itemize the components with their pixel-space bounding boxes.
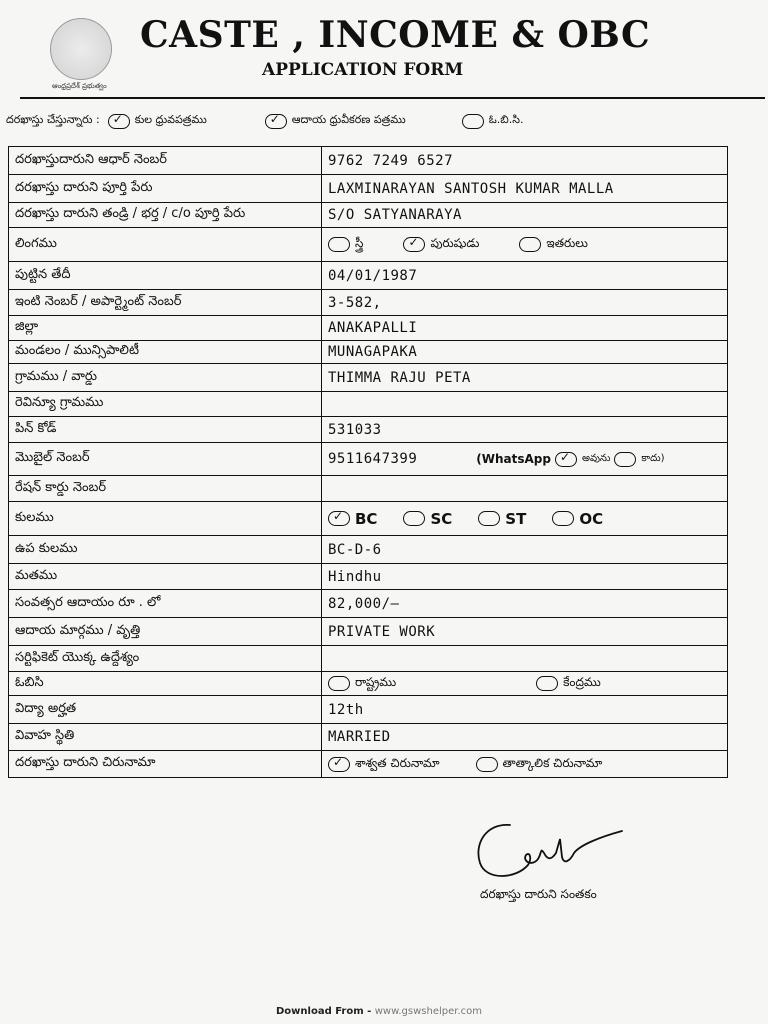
- checkbox-icon[interactable]: [108, 114, 130, 129]
- apply-option-income[interactable]: ✓ ఆదాయ ధ్రువీకరణ పత్రము: [265, 113, 406, 129]
- caste-option-sc[interactable]: SC: [403, 510, 452, 528]
- sub-caste-label: ఉప కులము: [9, 536, 322, 564]
- address-label: దరఖాస్తు దారుని చిరునామా: [9, 751, 322, 778]
- checkbox-icon[interactable]: [403, 511, 425, 526]
- checkbox-icon[interactable]: [519, 237, 541, 252]
- table-row: [9, 392, 728, 417]
- address-option-permanent[interactable]: ✓ శాశ్వత చిరునామా: [328, 756, 440, 773]
- caste-options: [322, 502, 728, 536]
- table-row: [9, 724, 728, 751]
- checkbox-icon[interactable]: [552, 511, 574, 526]
- dob-label: పుట్టిన తేదీ: [9, 262, 322, 290]
- gender-options: [322, 228, 728, 262]
- pincode-value[interactable]: 531033: [322, 417, 728, 443]
- table-row: [9, 262, 728, 290]
- checkbox-icon[interactable]: [328, 757, 350, 772]
- certificate-purpose-label: సర్టిఫికెట్ యొక్క ఉద్దేశ్యం: [9, 646, 322, 672]
- footer-url[interactable]: www.gswshelper.com: [374, 1006, 482, 1017]
- district-value[interactable]: ANAKAPALLI: [322, 316, 728, 341]
- obc-option-central[interactable]: కేంద్రము: [536, 675, 601, 692]
- mobile-cell: [322, 443, 728, 476]
- form-title: CASTE , INCOME & OBC: [140, 14, 651, 56]
- house-no-value[interactable]: 3-582,: [322, 290, 728, 316]
- income-source-value[interactable]: PRIVATE WORK: [322, 618, 728, 646]
- checkbox-icon[interactable]: [614, 452, 636, 467]
- checkbox-icon[interactable]: [265, 114, 287, 129]
- sub-caste-value[interactable]: BC-D-6: [322, 536, 728, 564]
- checkbox-icon[interactable]: [555, 452, 577, 467]
- income-source-label: ఆదాయ మార్గము / వృత్తి: [9, 618, 322, 646]
- whatsapp-no-option[interactable]: కాదు): [614, 452, 664, 467]
- checkbox-icon[interactable]: [328, 511, 350, 526]
- village-label: గ్రామము / వార్డు: [9, 364, 322, 392]
- table-row: [9, 696, 728, 724]
- obc-options: [322, 672, 728, 696]
- address-option-temporary[interactable]: తాత్కాలిక చిరునామా: [476, 756, 603, 773]
- obc-label: ఓబిసి: [9, 672, 322, 696]
- mobile-value[interactable]: 9511647399: [328, 451, 418, 467]
- checkbox-icon[interactable]: [476, 757, 498, 772]
- mobile-label: మొబైల్ నెంబర్: [9, 443, 322, 476]
- table-row: [9, 290, 728, 316]
- checkbox-icon[interactable]: [403, 237, 425, 252]
- annual-income-value[interactable]: 82,000/—: [322, 590, 728, 618]
- header-rule: [20, 97, 765, 99]
- table-row: [9, 341, 728, 364]
- application-table: [8, 146, 728, 778]
- whatsapp-group: [476, 452, 664, 467]
- religion-label: మతము: [9, 564, 322, 590]
- apply-option-obc[interactable]: ఓ.బి.సి.: [462, 113, 524, 129]
- whatsapp-yes-option[interactable]: ✓ అవును: [555, 452, 610, 467]
- table-row: [9, 502, 728, 536]
- aadhaar-value[interactable]: 9762 7249 6527: [322, 147, 728, 175]
- logo-caption: ఆంధ్రప్రదేశ్ ప్రభుత్వం: [52, 82, 107, 90]
- table-row: [9, 618, 728, 646]
- table-row: [9, 203, 728, 228]
- house-no-label: ఇంటి నెంబర్ / అపార్ట్మెంట్ నెంబర్: [9, 290, 322, 316]
- apply-option-caste[interactable]: ✓ కుల ధ్రువపత్రము: [108, 113, 207, 129]
- annual-income-label: సంవత్సర ఆదాయం రూ . లో: [9, 590, 322, 618]
- gender-option-other[interactable]: ఇతరులు: [519, 236, 588, 253]
- whatsapp-label: (WhatsApp: [476, 452, 551, 466]
- ration-card-value[interactable]: [322, 476, 728, 502]
- mandal-label: మండలం / మున్సిపాలిటీ: [9, 341, 322, 364]
- revenue-village-label: రెవిన్యూ గ్రామము: [9, 392, 322, 417]
- education-value[interactable]: 12th: [322, 696, 728, 724]
- caste-label: కులము: [9, 502, 322, 536]
- table-row: [9, 536, 728, 564]
- village-value[interactable]: THIMMA RAJU PETA: [322, 364, 728, 392]
- education-label: విద్యా అర్హత: [9, 696, 322, 724]
- dob-value[interactable]: 04/01/1987: [322, 262, 728, 290]
- table-row: [9, 476, 728, 502]
- form-subtitle: APPLICATION FORM: [262, 60, 464, 80]
- footer-prefix: Download From -: [276, 1006, 372, 1017]
- marital-status-value[interactable]: MARRIED: [322, 724, 728, 751]
- caste-option-bc[interactable]: ✓ BC: [328, 510, 377, 528]
- ration-card-label: రేషన్ కార్డు నెంబర్: [9, 476, 322, 502]
- mandal-value[interactable]: MUNAGAPAKA: [322, 341, 728, 364]
- marital-status-label: వివాహ స్థితి: [9, 724, 322, 751]
- caste-option-oc[interactable]: OC: [552, 510, 603, 528]
- district-label: జిల్లా: [9, 316, 322, 341]
- table-row: [9, 564, 728, 590]
- table-row: [9, 175, 728, 203]
- table-row: [9, 672, 728, 696]
- apply-for-label: దరఖాస్తు చేస్తున్నారు :: [6, 113, 100, 126]
- full-name-value[interactable]: LAXMINARAYAN SANTOSH KUMAR MALLA: [322, 175, 728, 203]
- aadhaar-label: దరఖాస్తుదారుని ఆధార్ నెంబర్: [9, 147, 322, 175]
- signature-label: దరఖాస్తు దారుని సంతకం: [480, 887, 597, 901]
- checkbox-icon[interactable]: [478, 511, 500, 526]
- checkbox-icon[interactable]: [536, 676, 558, 691]
- table-row: [9, 417, 728, 443]
- gender-option-female[interactable]: స్త్రీ: [328, 236, 363, 253]
- address-options: [322, 751, 728, 778]
- table-row: [9, 443, 728, 476]
- religion-value[interactable]: Hindhu: [322, 564, 728, 590]
- checkbox-icon[interactable]: [328, 237, 350, 252]
- parent-name-label: దరఖాస్తు దారుని తండ్రి / భర్త / c/o పూర్తి పేరు: [9, 203, 322, 228]
- footer: [276, 1006, 482, 1017]
- emblem-logo: [50, 18, 112, 80]
- gender-option-male[interactable]: ✓ పురుషుడు: [403, 236, 479, 253]
- caste-option-st[interactable]: ST: [478, 510, 526, 528]
- full-name-label: దరఖాస్తు దారుని పూర్తి పేరు: [9, 175, 322, 203]
- table-row: [9, 646, 728, 672]
- signature-mark: [470, 815, 630, 887]
- table-row: [9, 316, 728, 341]
- table-row: [9, 147, 728, 175]
- table-row: [9, 364, 728, 392]
- pincode-label: పిన్ కోడ్: [9, 417, 322, 443]
- gender-label: లింగము: [9, 228, 322, 262]
- parent-name-value[interactable]: S/O SATYANARAYA: [322, 203, 728, 228]
- table-row: [9, 228, 728, 262]
- certificate-purpose-value[interactable]: [322, 646, 728, 672]
- revenue-village-value[interactable]: [322, 392, 728, 417]
- apply-for-row: [6, 113, 523, 129]
- table-row: [9, 590, 728, 618]
- obc-option-state[interactable]: రాష్ట్రము: [328, 675, 396, 692]
- table-row: [9, 751, 728, 778]
- checkbox-icon[interactable]: [462, 114, 484, 129]
- checkbox-icon[interactable]: [328, 676, 350, 691]
